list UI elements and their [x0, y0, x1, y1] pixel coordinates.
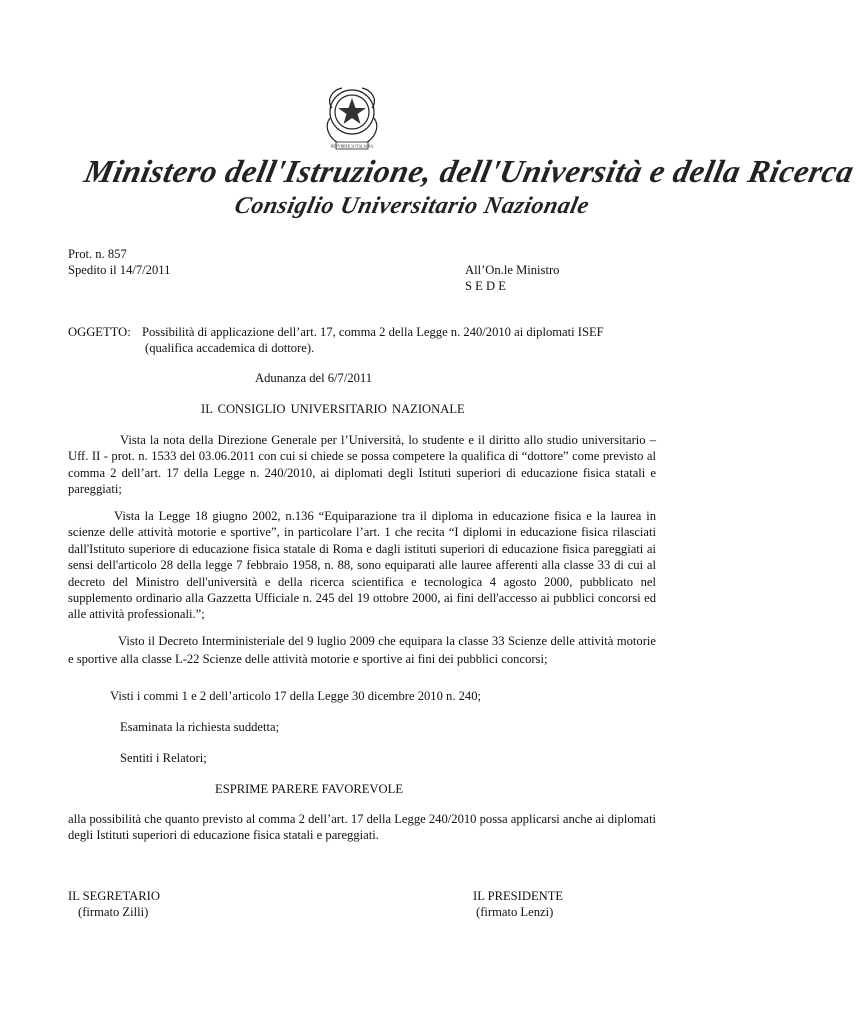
sent-date: Spedito il 14/7/2011 — [68, 263, 171, 277]
repubblica-italiana-emblem-icon — [318, 78, 386, 156]
meeting-date: Adunanza del 6/7/2011 — [255, 371, 373, 385]
council-title: Consiglio Universitario Nazionale — [232, 193, 592, 219]
president-name: (firmato Lenzi) — [476, 905, 554, 919]
paragraph-nota: Vista la nota della Direzione Generale per l’Università, lo studente e il diritto allo studio universitario – Uff. II - prot. n. 1533 del 03.06.2011 con cui si chiede se possa competere la qualifica di “dottore” come previsto al comma 2 dell’art. 17 della Legge n. 240/2010, ai diplomati degli Istituti superiori di educazione fisica statali e pareggiati; — [68, 433, 656, 497]
protocol-number: Prot. n. 857 — [68, 247, 127, 261]
secretary-title: IL SEGRETARIO — [68, 889, 160, 903]
paragraph-decreto-2009: Visto il Decreto Interministeriale del 9 luglio 2009 che equipara la classe 33 Scienze delle attività motorie e sportive alla classe L-22 Scienze delle attività motorie e sportive ai fini dei pubblici concorsi; — [68, 634, 656, 666]
subject-text-2: (qualifica accademica di dottore). — [145, 341, 315, 355]
paragraph-relatori: Sentiti i Relatori; — [120, 751, 207, 765]
emblem-banner-text: REPVBBLICA ITALIANA — [330, 144, 374, 149]
subject-label: OGGETTO: — [68, 325, 131, 339]
paragraph-conclusion: alla possibilità che quanto previsto al comma 2 dell’art. 17 della Legge 240/2010 possa applicarsi anche ai diplomati degli Istituti superiori di educazione fisica statali e pareggiati. — [68, 812, 656, 843]
council-heading: IL CONSIGLIO UNIVERSITARIO NAZIONALE — [201, 402, 465, 416]
president-title: IL PRESIDENTE — [473, 889, 564, 903]
paragraph-legge-2002: Vista la Legge 18 giugno 2002, n.136 “Equiparazione tra il diploma in educazione fisica e la laurea in scienze delle attività motorie e sportive”, in particolare l’art. 1 che recita “I diplomi in educazione fisica rilasciati dall'Istituto superiore di educazione fisica statale di Roma e dagli istituti superiori di educazione fisica pareggiati ai sensi dell'articolo 28 della legge 7 febbraio 1958, n. 88, sono equiparati alle lauree afferenti alla classe 33 di cui al decreto del Ministro dell'università e della ricerca scientifica e tecnologica 4 agosto 2000, pubblicato nel supplemento ordinario alla Gazzetta Ufficiale n. 245 del 19 ottobre 2000, ai fini dell'accesso ai pubblici concorsi ed alle attività professionali.”; — [68, 509, 656, 622]
ministry-title: Ministero dell'Istruzione, dell'Università e della Ricerca — [81, 153, 857, 189]
secretary-name: (firmato Zilli) — [78, 905, 149, 919]
paragraph-richiesta: Esaminata la richiesta suddetta; — [120, 720, 280, 734]
paragraph-commi: Visti i commi 1 e 2 dell’articolo 17 della Legge 30 dicembre 2010 n. 240; — [110, 689, 482, 703]
recipient: All’On.le Ministro — [465, 263, 560, 277]
recipient-place: S E D E — [465, 279, 506, 293]
decision-heading: ESPRIME PARERE FAVOREVOLE — [215, 782, 404, 796]
subject-text: Possibilità di applicazione dell’art. 17, comma 2 della Legge n. 240/2010 ai diplomati ISEF — [142, 325, 604, 339]
